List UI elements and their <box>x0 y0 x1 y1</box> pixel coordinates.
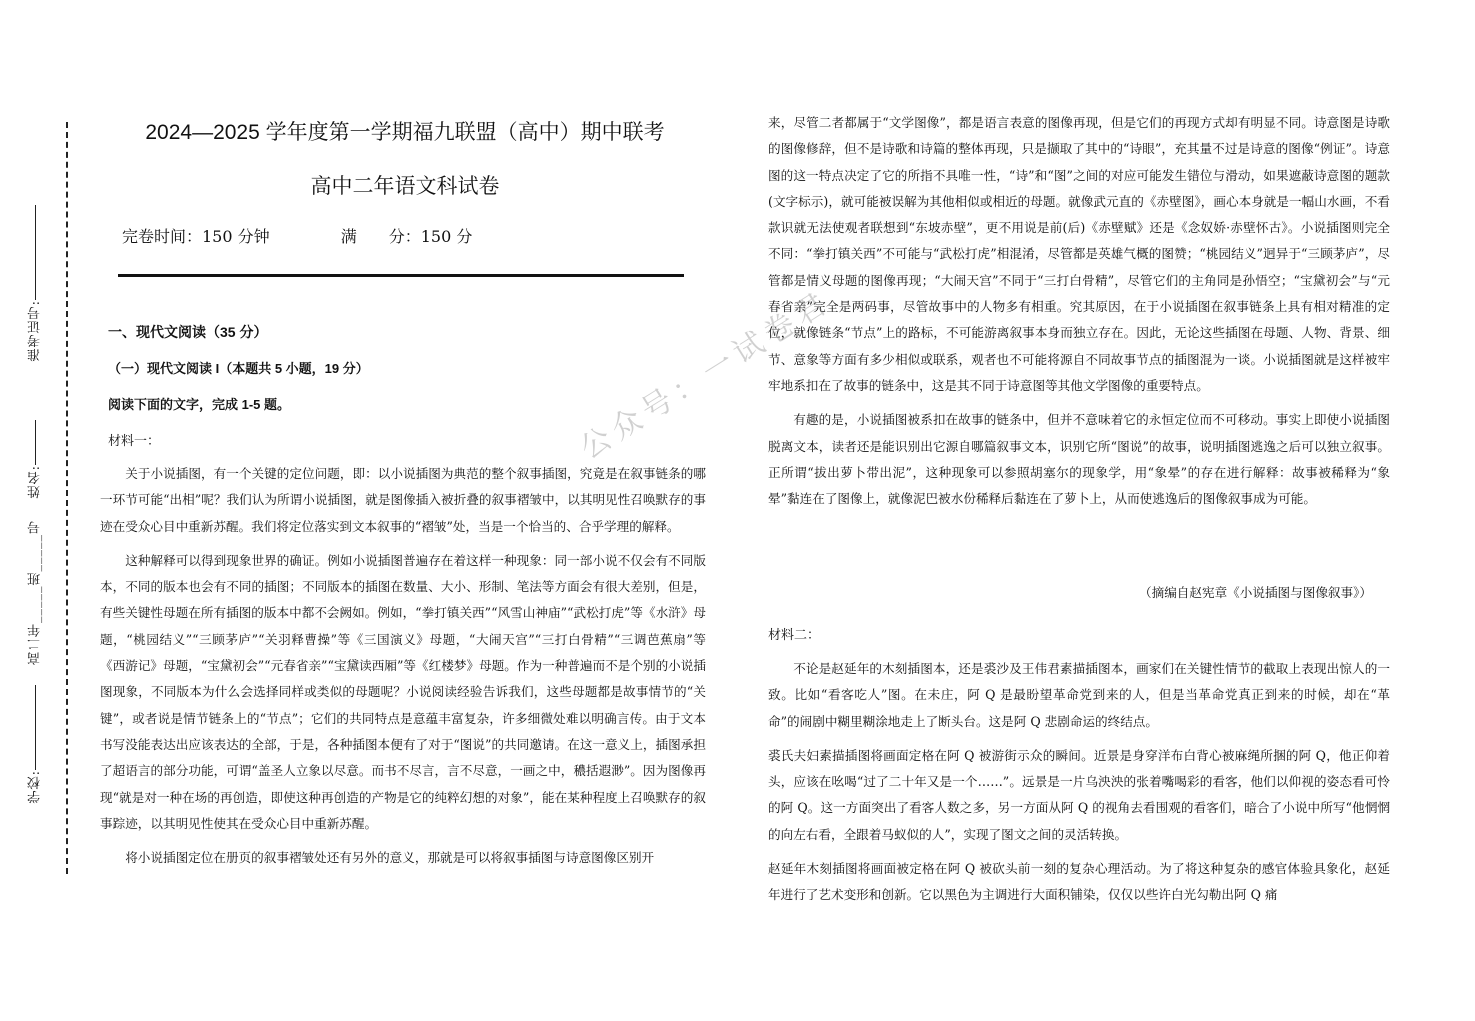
school-line <box>35 685 36 770</box>
paragraph: 关于小说插图，有一个关键的定位问题，即：以小说插图为典范的整个叙事插图，究竟是在叙事链条的哪一环节可能“出相”呢？我们认为所谓小说插图，就是图像插入被折叠的叙事褶皱中，以其明见性召唤默存的事迹在受众心目中重新苏醒。我们将定位落实到文本叙事的“褶皱”处，当是一个恰当的、合乎学理的解释。 <box>100 466 706 534</box>
paragraph: 这种解释可以得到现象世界的确证。例如小说插图普遍存在着这样一种现象：同一部小说不仅会有不同版本，不同的版本也会有不同的插图；不同版本的插图在数量、大小、形制、笔法等方面会有很大差别，但是，有些关键性母题在所有插图的版本中都不会阙如。例如，“拳打镇关西”“风雪山神庙”“武松打虎”等《水浒》母题，“桃园结义”“三顾茅庐”“关羽释曹操”等《三国演义》母题，“大闹天宫”“三打白骨精”“三调芭蕉扇”等《西游记》母题，“宝黛初会”“元春省亲”“宝黛读西厢”等《红楼梦》母题。作为一种普遍而不是个别的小说插图现象，不同版本为什么会选择同样或类似的母题呢？小说阅读经验告诉我们，这些母题都是故事情节的“关键”，或者说是情节链条上的“节点”；它们的共同特点是意蕴丰富复杂，许多细微处难以明确言传。由于文本书写没能表达出应该表达的全部，于是，各种插图本便有了对于“图说”的共同邀请。在这一意义上，插图承担了超语言的部分功能，可谓“盖圣人立象以尽意。而书不尽言，言不尽意，一画之中，穠括遐渺”。因为图像再现“就是对一种在场的再创造，即使这种再创造的产物是它的纯粹幻想的对象”，能在某种程度上召唤默存的叙事踪迹，以其明见性使其在受众心目中重新苏醒。 <box>100 552 706 831</box>
instruction: 阅读下面的文字，完成 1-5 题。 <box>108 397 291 412</box>
watermark: 公众号：一试卷君 <box>574 284 838 467</box>
material-one-text <box>100 461 706 871</box>
exam-score: 满 分：150 分 <box>340 227 473 246</box>
exam-no-field <box>18 205 52 361</box>
exam-title: 2024—2025 学年度第一学期福九联盟（高中）期中联考 <box>145 121 665 144</box>
exam-time: 完卷时间：150 分钟 <box>122 227 270 246</box>
name-label: 姓名: <box>27 465 43 499</box>
paragraph: 不论是赵延年的木刻插图本，还是裘沙及王伟君素描插图本，画家们在关键性情节的截取上表现出惊人的一致。比如“看客吃人”图。在未庄，阿 Q 是最盼望革命党到来的人，但是当革命党真正到来的时候，却在“革命”的闹剧中糊里糊涂地走上了断头台。这是阿 Q 悲剧命运的终结点。 <box>768 661 1390 729</box>
paragraph: 裘氏夫妇素描插图将画面定格在阿 Q 被游街示众的瞬间。近景是身穿洋布白背心被麻绳所捆的阿 Q，他正仰着头，应该在吆喝“过了二十年又是一个……”。远景是一片乌泱泱的张着嘴喝彩的看客，他们以仰视的姿态看可怜的阿 Q。这一方面突出了看客人数之多，另一方面从阿 Q 的视角去看围观的看客们，暗合了小说中所写“他惘惘的向左右看，全跟着马蚁似的人”，实现了图文之间的灵活转换。 <box>768 747 1390 842</box>
header-rule <box>118 274 684 277</box>
class-field <box>18 520 52 665</box>
paragraph: 来，尽管二者都属于“文学图像”，都是语言表意的图像再现，但是它们的再现方式却有明显不同。诗意图是诗歌的图像修辞，但不是诗歌和诗篇的整体再现，只是撷取了其中的“诗眼”，充其量不过是诗意的图像“例证”。诗意图的这一特点决定了它的所指不具唯一性，“诗”和“图”之间的对应可能发生错位与滑动，如果遮蔽诗意图的题款(文字标示)，就可能被误解为其他相似或相近的母题。就像武元直的《赤壁图》，画心本身就是一幅山水画，不看款识就无法使观者联想到“东坡赤壁”，更不用说是前(后)《赤壁赋》还是《念奴娇·赤壁怀古》。小说插图则完全不同：“拳打镇关西”不可能与“武松打虎”相混淆，尽管都是英雄气概的图赞；“桃园结义”迥异于“三顾茅庐”，尽管都是情义母题的图像再现；“大闹天宫”不同于“三打白骨精”，尽管它们的主角同是孙悟空；“宝黛初会”与“元春省亲”完全是两码事，尽管故事中的人物多有相重。究其原因，在于小说插图在叙事链条上具有相对精准的定位，就像链条“节点”上的路标，不可能游离叙事本身而独立存在。因此，无论这些插图在母题、人物、背景、细节、意象等方面有多少相似或联系，观者也不可能将源自不同故事节点的插图混为一谈。小说插图就是这样被牢牢地系扣在了故事的链条中，这是其不同于诗意图等其他文学图像的重要特点。 <box>768 115 1390 393</box>
material-two-text <box>768 656 1390 909</box>
material-one-continued <box>768 110 1390 512</box>
class-label: 高二年_____班_____号 <box>27 520 43 665</box>
exam-no-label: 准考证号: <box>27 300 43 362</box>
paragraph: 将小说插图定位在册页的叙事褶皱处还有另外的意义，那就是可以将叙事插图与诗意图像区别开 <box>125 850 655 866</box>
exam-info <box>122 224 472 247</box>
name-field <box>18 420 52 498</box>
paragraph: 有趣的是，小说插图被系扣在故事的链条中，但并不意味着它的永恒定位而不可移动。事实上即使小说插图脱离文本，读者还是能识别出它源自哪篇叙事文本，识别它所“图说”的故事，说明插图逃逸之后可以独立叙事。正所谓“拔出萝卜带出泥”，这种现象可以参照胡塞尔的现象学，用“象晕”的存在进行解释：故事被稀释为“象晕”黏连在了图像上，就像泥巴被水份稀释后黏连在了萝卜上，从而使逃逸后的图像叙事成为可能。 <box>768 412 1390 507</box>
subsection-heading: （一）现代文阅读 I（本题共 5 小题，19 分） <box>108 361 369 376</box>
exam-no-line <box>35 205 36 300</box>
name-line <box>35 420 36 465</box>
binding-margin <box>0 0 90 1021</box>
material-two-label: 材料二： <box>768 628 821 643</box>
section-heading: 一、现代文阅读（35 分） <box>108 324 268 340</box>
paragraph: 赵延年木刻插图将画面被定格在阿 Q 被砍头前一刻的复杂心理活动。为了将这种复杂的感官体验具象化，赵延年进行了艺术变形和创新。它以黑色为主调进行大面积铺染，仅仅以些许白光勾勒出阿 Q 痛 <box>768 861 1390 903</box>
cut-line <box>66 122 68 874</box>
material-one-label: 材料一： <box>108 434 161 449</box>
school-field <box>18 685 52 803</box>
source-citation: （摘编自赵宪章《小说插图与图像叙事》） <box>1139 585 1372 600</box>
school-label: 学校: <box>27 770 43 804</box>
exam-subtitle: 高中二年语文科试卷 <box>310 175 500 198</box>
